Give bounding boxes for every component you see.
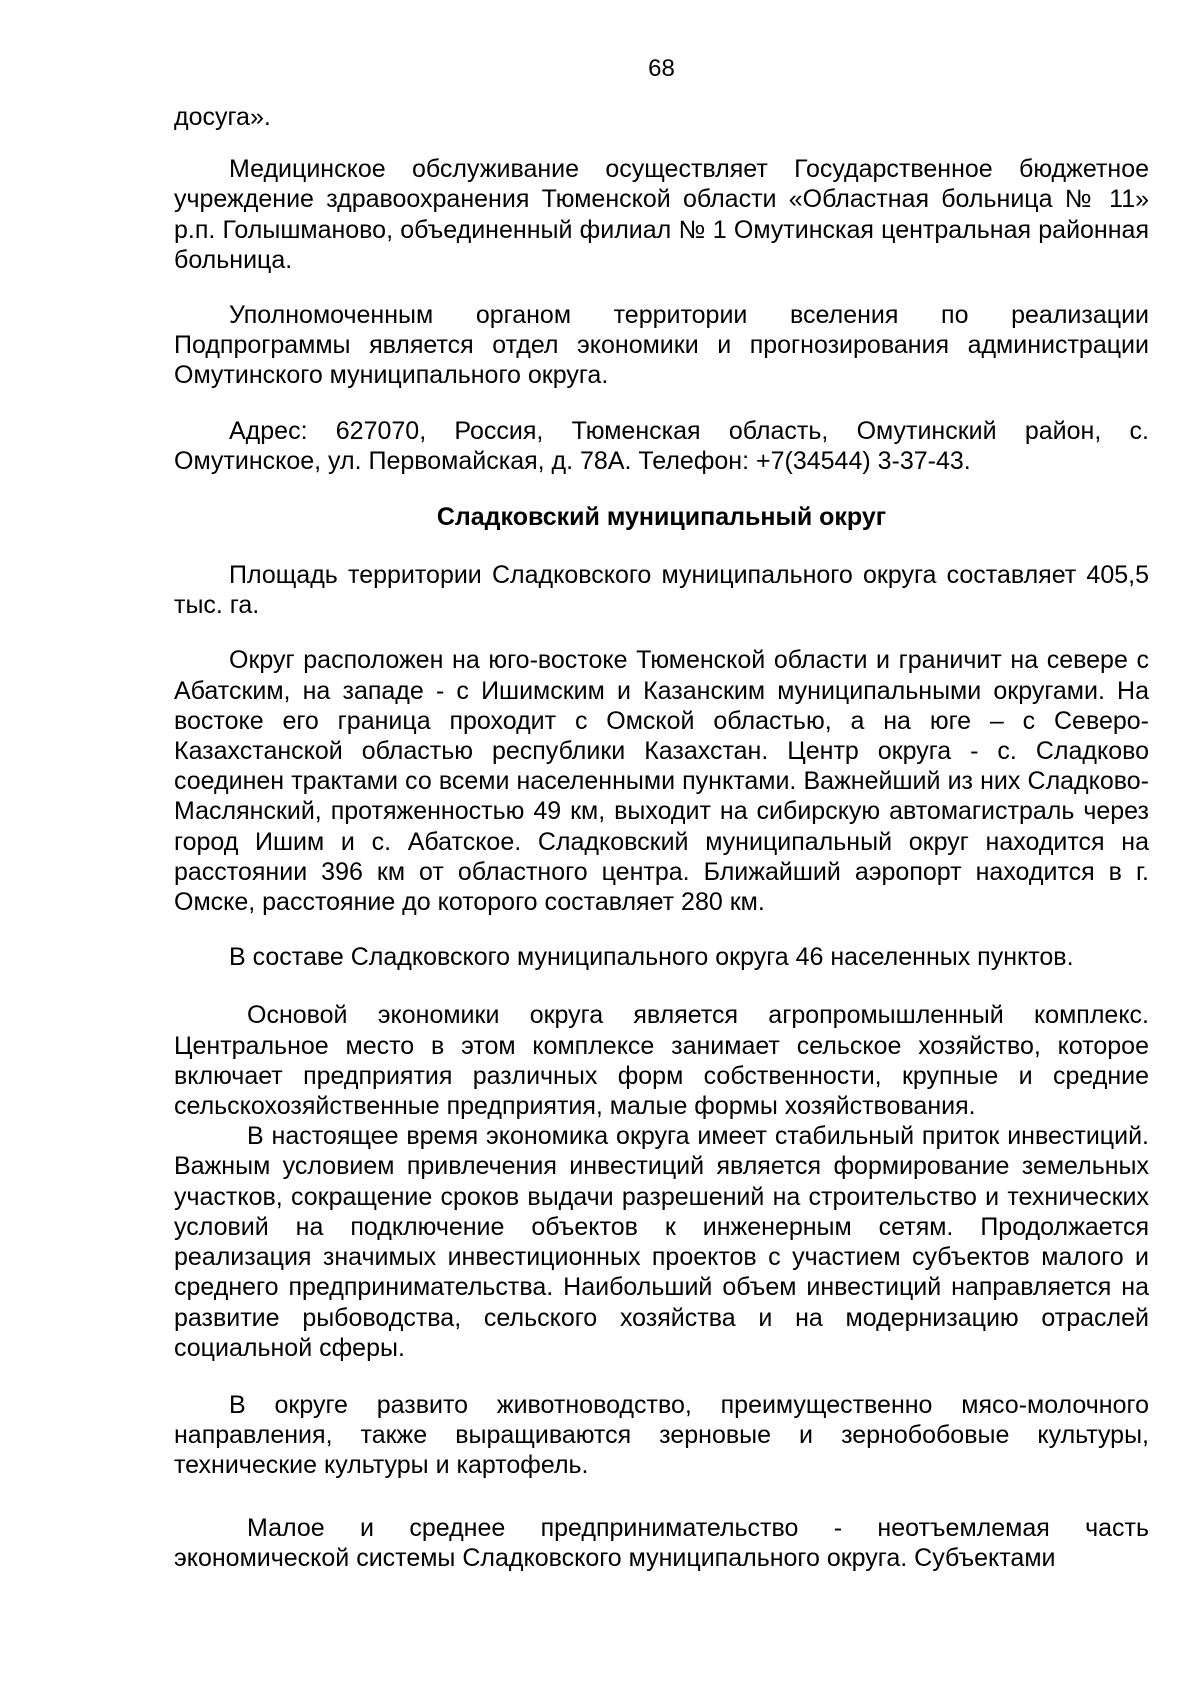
page-number: 68	[648, 55, 675, 82]
paragraph-economy-basis: Основой экономики округа является агропромышленный комплекс. Центральное место в этом комплексе занимает сельское хозяйство, которое включает предприятия различных форм собственности, крупные и средние сельскохозяйственные предприятия, малые формы хозяйствования.	[174, 1001, 1149, 1121]
paragraph-medical-service: Медицинское обслуживание осуществляет Государственное бюджетное учреждение здравоохранения Тюменской области «Областная больница № 11» р.п. Голышманово, объединенный филиал № 1 Омутинская центральная районная больница.	[174, 155, 1149, 274]
paragraph-address: Адрес: 627070, Россия, Тюменская область, Омутинский район, с. Омутинское, ул. Первомайская, д. 78А. Телефон: +7(34544) 3-37-43.	[174, 416, 1149, 475]
section-heading: Сладковский муниципальный округ	[436, 503, 887, 532]
paragraph-investment: В настоящее время экономика округа имеет стабильный приток инвестиций. Важным условием привлечения инвестиций является формирование земельных участков, сокращение сроков выдачи разрешений на строительство и технических условий на подключение объектов к инженерным сетям. Продолжается реализация значимых инвестиционных проектов с участием субъектов малого и среднего предпринимательства. Наибольший объем инвестиций направляется на развитие рыбоводства, сельского хозяйства и на модернизацию отраслей социальной сферы.	[174, 1122, 1149, 1362]
paragraph-authorized-body: Уполномоченным органом территории вселения по реализации Подпрограммы является отдел экономики и прогнозирования администрации Омутинского муниципального округа.	[174, 301, 1149, 390]
paragraph-continuation: досуга».	[174, 103, 271, 131]
paragraph-area: Площадь территории Сладковского муниципального округа составляет 405,5 тыс. га.	[174, 561, 1149, 620]
paragraph-agriculture: В округе развито животноводство, преимущественно мясо-молочного направления, также выращиваются зерновые и зернобобовые культуры, технические культуры и картофель.	[174, 1390, 1149, 1480]
paragraph-location: Округ расположен на юго-востоке Тюменской области и граничит на севере с Абатским, на западе - с Ишимским и Казанским муниципальными округами. На востоке его граница проходит с Омской областью, а на юге – с Северо-Казахстанской областью республики Казахстан. Центр округа - с. Сладково соединен трактами со всеми населенными пунктами. Важнейший из них Сладково-Маслянский, протяженностью 49 км, выходит на сибирскую автомагистраль через город Ишим и с. Абатское. Сладковский муниципальный округ находится на расстоянии 396 км от областного центра. Ближайший аэропорт находится в г. Омске, расстояние до которого составляет 280 км.	[174, 646, 1149, 917]
paragraph-small-business: Малое и среднее предпринимательство - неотъемлемая часть экономической системы Сладковского муниципального округа. Субъектами	[174, 1513, 1149, 1572]
document-page	[174, 54, 1149, 1573]
paragraph-settlements: В составе Сладковского муниципального округа 46 населенных пунктов.	[229, 943, 1074, 972]
